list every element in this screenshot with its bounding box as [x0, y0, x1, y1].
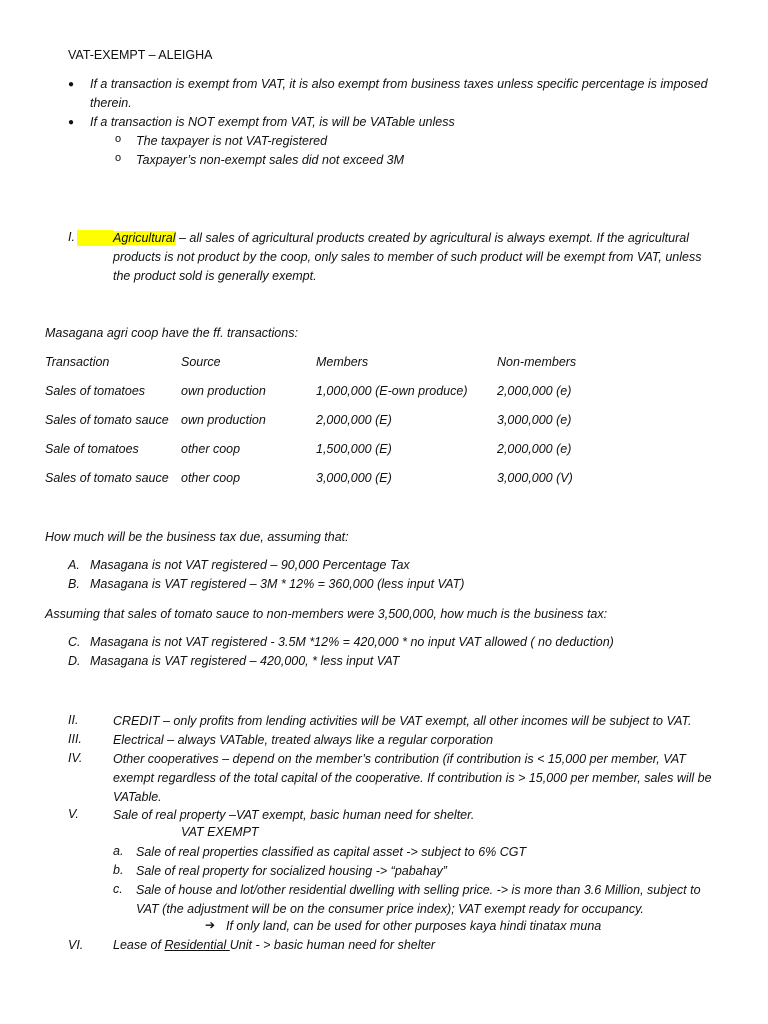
table-cell: 1,000,000 (E-own produce)	[316, 384, 468, 398]
table-cell: 2,000,000 (e)	[497, 384, 572, 398]
table-cell: 3,000,000 (E)	[316, 471, 392, 485]
sub-item-label: b.	[113, 863, 124, 877]
answer-label: D.	[68, 654, 81, 668]
column-header: Transaction	[45, 355, 110, 369]
answer-label: C.	[68, 635, 81, 649]
intro-sub-bullet-2: Taxpayer’s non-exempt sales did not exceed 3M	[136, 153, 404, 167]
arrow-right-icon: ➔	[205, 918, 216, 932]
answer-text: Masagana is VAT registered – 3M * 12% = 360,000 (less input VAT)	[90, 577, 465, 591]
table-cell: other coop	[181, 471, 241, 485]
table-cell: 1,500,000 (E)	[316, 442, 392, 456]
section-1-text	[113, 229, 713, 286]
bullet-icon: ●	[68, 79, 75, 90]
hollow-bullet-icon: o	[115, 133, 122, 145]
hollow-bullet-icon: o	[115, 152, 122, 164]
table-cell: own production	[181, 413, 266, 427]
section-numeral: VI.	[68, 938, 84, 952]
table-row	[0, 384, 768, 402]
section-6-suffix: Unit - > basic human need for shelter	[229, 938, 436, 952]
table-cell: 2,000,000 (e)	[497, 442, 572, 456]
underlined-term: Residential	[164, 938, 230, 952]
table-row	[0, 413, 768, 431]
intro-sub-bullet-1: The taxpayer is not VAT-registered	[136, 134, 328, 148]
section-numeral: III.	[68, 732, 82, 746]
highlighted-term: Agricultural	[113, 231, 176, 245]
intro-bullet-2: If a transaction is NOT exempt from VAT, is will be VATable unless	[90, 115, 455, 129]
sub-item-label: a.	[113, 844, 124, 858]
section-1-body: – all sales of agricultural products created by agricultural is always exempt. If the agricultural products is not product by the coop, only sales to member of such product will be exempt from VAT, unless the product sold is generally exempt.	[113, 231, 702, 283]
column-header: Source	[181, 355, 221, 369]
answer-text: Masagana is VAT registered – 420,000, * less input VAT	[90, 654, 400, 668]
table-cell: 2,000,000 (E)	[316, 413, 392, 427]
table-cell: 3,000,000 (e)	[497, 413, 572, 427]
example-intro: Masagana agri coop have the ff. transactions:	[45, 326, 298, 340]
answer-text: Masagana is not VAT registered – 90,000 Percentage Tax	[90, 558, 410, 572]
vat-exempt-heading: VAT EXEMPT	[181, 825, 259, 839]
table-cell: Sales of tomatoes	[45, 384, 146, 398]
table-cell: other coop	[181, 442, 241, 456]
answer-text: Masagana is not VAT registered - 3.5M *12% = 420,000 * no input VAT allowed ( no deduction)	[90, 635, 614, 649]
document-title: VAT-EXEMPT – ALEIGHA	[68, 48, 213, 62]
table-cell: Sales of tomato sauce	[45, 413, 169, 427]
section-6-text	[113, 938, 435, 952]
bullet-icon: ●	[68, 117, 75, 128]
answer-label: B.	[68, 577, 80, 591]
column-header: Non-members	[497, 355, 577, 369]
highlight-marker	[77, 230, 113, 246]
sub-item-text: Sale of house and lot/other residential dwelling with selling price. -> is more than 3.6 Million, subject to VAT (the adjustment will be on the consumer price index); VAT exempt ready for occupancy.	[136, 883, 701, 916]
intro-bullet-1: If a transaction is exempt from VAT, it is also exempt from business taxes unless specific percentage is imposed therein.	[90, 77, 708, 110]
table-cell: Sales of tomato sauce	[45, 471, 169, 485]
answer-label: A.	[68, 558, 80, 572]
table-row	[0, 471, 768, 489]
sub-item-text: Sale of real properties classified as capital asset -> subject to 6% CGT	[136, 845, 527, 859]
table-row	[0, 442, 768, 460]
section-4-text: Other cooperatives – depend on the member’s contribution (if contribution is < 15,000 per member, VAT exempt regardless of the total capital of the cooperative. If contribution is > 15,000 per member, sales will be VATable.	[113, 752, 712, 804]
sub-item-text: Sale of real property for socialized housing -> “pabahay”	[136, 864, 447, 878]
sub-item-label: c.	[113, 882, 123, 896]
arrow-note: If only land, can be used for other purposes kaya hindi tinatax muna	[226, 919, 602, 933]
section-5-text: Sale of real property –VAT exempt, basic human need for shelter.	[113, 808, 475, 822]
table-cell: 3,000,000 (V)	[497, 471, 573, 485]
section-numeral: II.	[68, 713, 79, 727]
section-numeral: I.	[68, 230, 75, 244]
question-2: Assuming that sales of tomato sauce to non-members were 3,500,000, how much is the business tax:	[45, 607, 608, 621]
section-2-text: CREDIT – only profits from lending activities will be VAT exempt, all other incomes will be subject to VAT.	[113, 714, 692, 728]
section-numeral: IV.	[68, 751, 83, 765]
table-cell: Sale of tomatoes	[45, 442, 139, 456]
question-1: How much will be the business tax due, assuming that:	[45, 530, 349, 544]
column-header: Members	[316, 355, 369, 369]
section-6-prefix: Lease of	[113, 938, 165, 952]
section-3-text: Electrical – always VATable, treated always like a regular corporation	[113, 733, 494, 747]
table-header-row	[0, 355, 768, 373]
table-cell: own production	[181, 384, 266, 398]
section-numeral: V.	[68, 807, 79, 821]
